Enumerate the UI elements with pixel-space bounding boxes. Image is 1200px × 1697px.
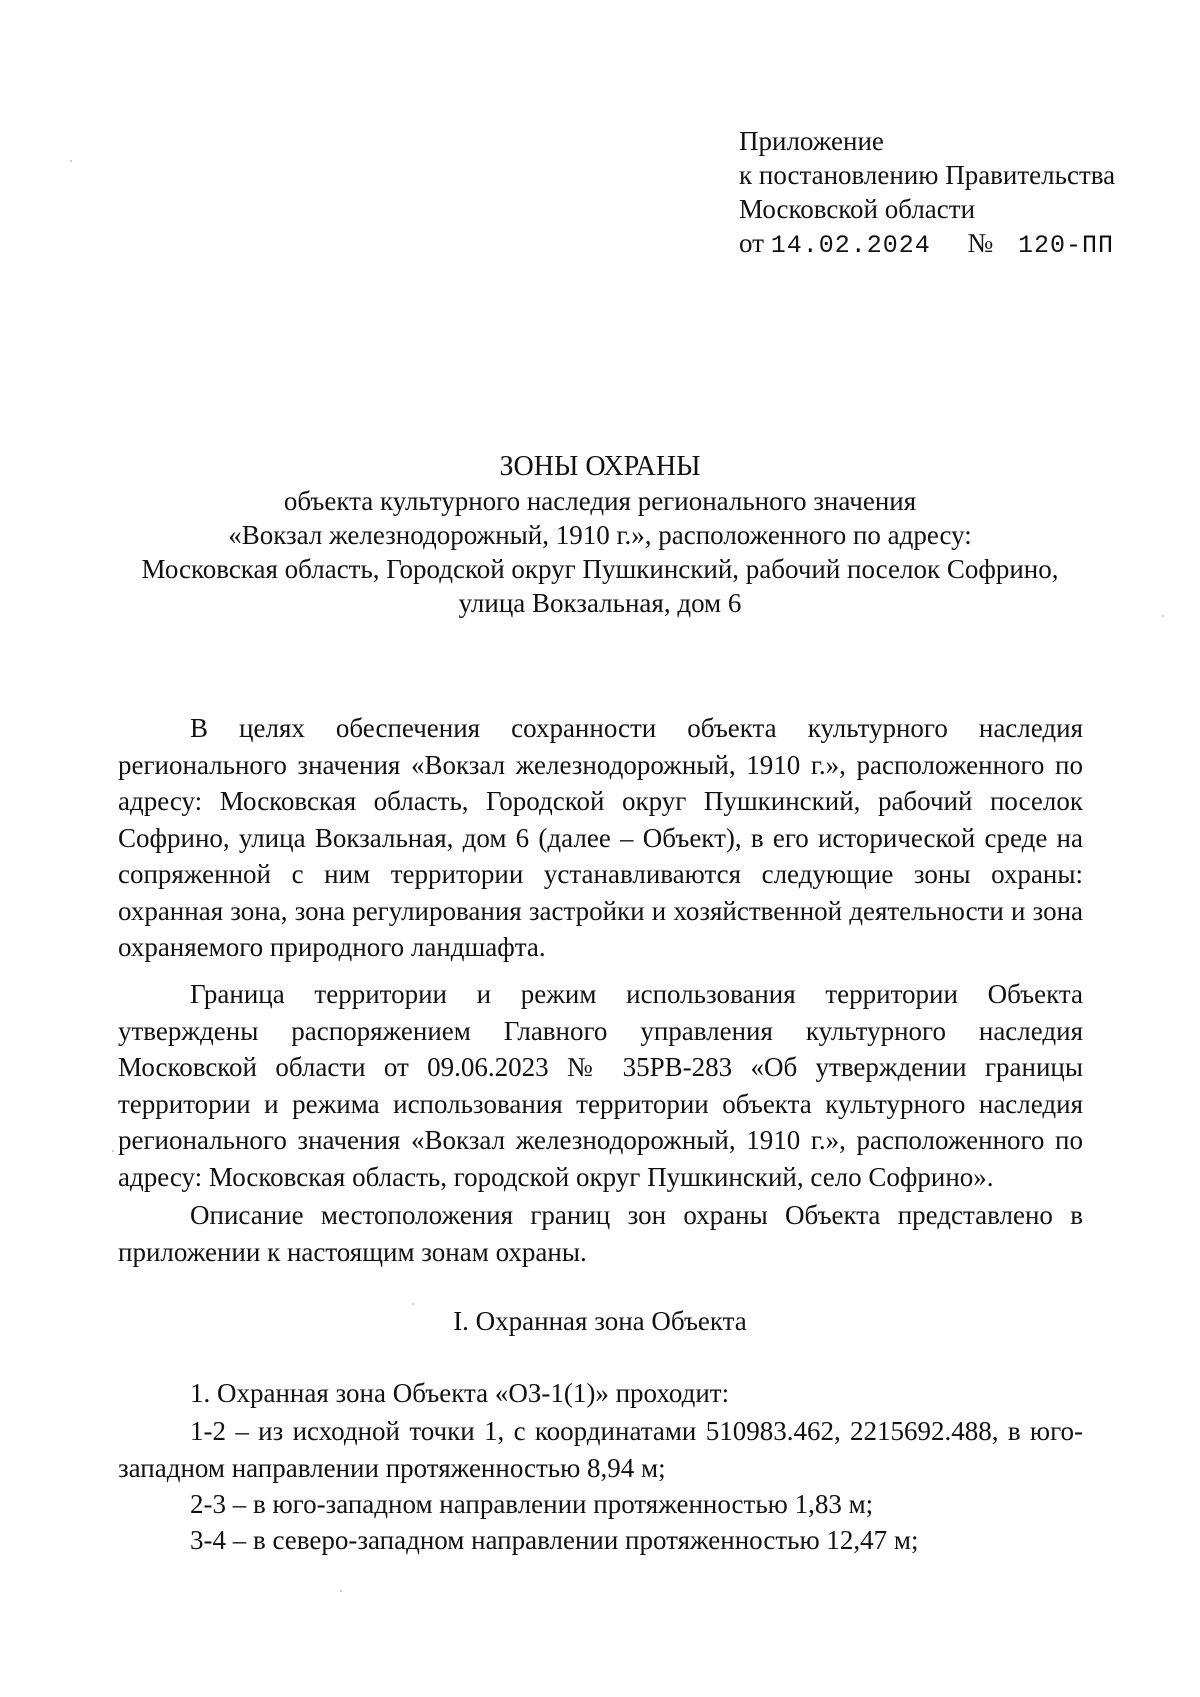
list-item-block-1 bbox=[118, 1375, 1083, 1412]
list-item-block-4 bbox=[118, 1522, 1083, 1559]
paragraph-1-block bbox=[118, 710, 1083, 966]
appendix-header bbox=[739, 124, 1115, 263]
appendix-line-3: Московской области bbox=[739, 194, 976, 224]
paragraph-3-block bbox=[118, 1197, 1083, 1270]
date-prefix: от bbox=[739, 228, 764, 258]
scan-speck bbox=[340, 1590, 342, 1592]
title-line-5: улица Вокзальная, дом 6 bbox=[458, 588, 742, 618]
document-date: 14.02.2024 bbox=[770, 231, 931, 260]
list-item: 1-2 – из исходной точки 1, с координатами 510983.462, 2215692.488, в юго-западном направлении протяженностью 8,94 м; bbox=[118, 1416, 1083, 1483]
paragraph-2-block bbox=[118, 976, 1083, 1195]
scan-speck bbox=[70, 160, 72, 162]
list-item-block-2 bbox=[118, 1413, 1083, 1486]
list-item-block-3 bbox=[118, 1486, 1083, 1523]
section-title: I. Охранная зона Объекта bbox=[453, 1306, 747, 1336]
paragraph-2: Граница территории и режим использования территории Объекта утверждены распоряжением Главного управления культурного наследия Московской области от 09.06.2023 № 35РВ-283 «Об утверждении границы территории и режима использования территории объекта культурного наследия регионального значения «Вокзал железнодорожный, 1910 г.», расположенного по адресу: Московская область, городской округ Пушкинский, село Софрино». bbox=[118, 979, 1083, 1192]
scan-speck bbox=[1162, 615, 1164, 617]
paragraph-3: Описание местоположения границ зон охраны Объекта представлено в приложении к настоящим зонам охраны. bbox=[118, 1200, 1083, 1267]
title-line-3: «Вокзал железнодорожный, 1910 г.», расположенного по адресу: bbox=[228, 520, 972, 550]
paragraph-1: В целях обеспечения сохранности объекта культурного наследия регионального значения «Вокзал железнодорожный, 1910 г.», расположенного по адресу: Московская область, Городской округ Пушкинский, рабочий поселок Софрино, улица Вокзальная, дом 6 (далее – Объект), в его исторической среде на сопряженной с ним территории устанавливаются следующие зоны охраны: охранная зона, зона регулирования застройки и хозяйственной деятельности и зона охраняемого природного ландшафта. bbox=[118, 713, 1083, 962]
title-line-2: объекта культурного наследия регионального значения bbox=[283, 486, 917, 516]
scan-speck bbox=[112, 1150, 114, 1152]
document-title-block bbox=[120, 450, 1080, 620]
number-sign: № bbox=[967, 228, 994, 258]
list-item: 3-4 – в северо-западном направлении протяженностью 12,47 м; bbox=[190, 1525, 919, 1555]
document-number: 120-ПП bbox=[1018, 231, 1115, 260]
appendix-date-line bbox=[739, 226, 1115, 263]
scan-speck bbox=[412, 1303, 414, 1305]
list-item: 2-3 – в юго-западном направлении протяженностью 1,83 м; bbox=[190, 1489, 874, 1519]
appendix-line-2: к постановлению Правительства bbox=[739, 160, 1116, 190]
list-item: 1. Охранная зона Объекта «ОЗ-1(1)» проходит: bbox=[190, 1378, 730, 1408]
title-line-4: Московская область, Городской округ Пушкинский, рабочий поселок Софрино, bbox=[141, 554, 1059, 584]
appendix-line-1: Приложение bbox=[739, 126, 884, 156]
document-title: ЗОНЫ ОХРАНЫ bbox=[499, 451, 701, 482]
